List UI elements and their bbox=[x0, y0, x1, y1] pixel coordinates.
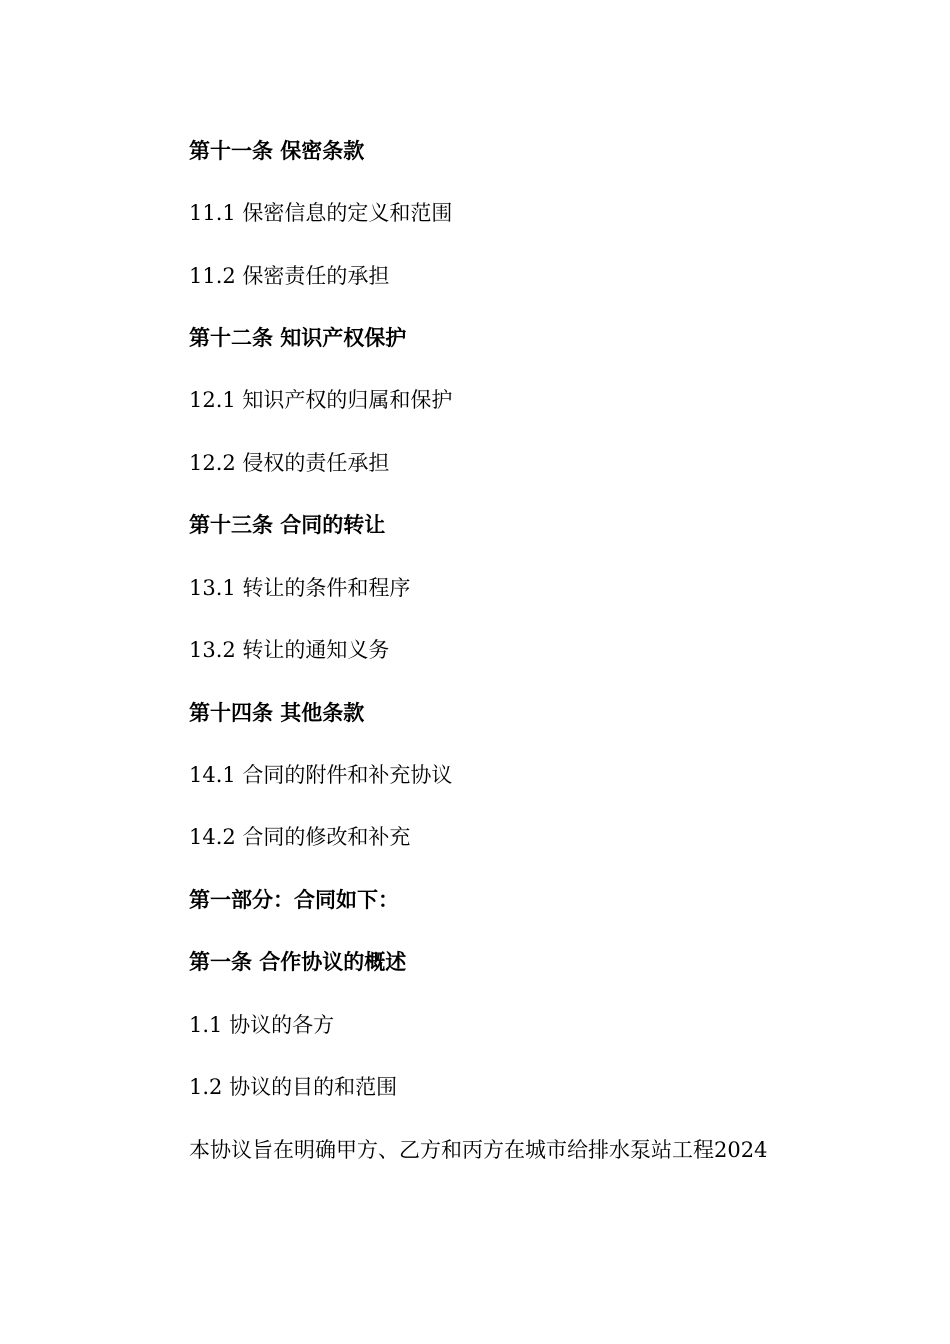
section-heading-1: 第一条 合作协议的概述 bbox=[189, 949, 407, 974]
clause-1-1: 1.1 协议的各方 bbox=[189, 1013, 335, 1037]
section-heading-14: 第十四条 其他条款 bbox=[189, 700, 365, 725]
clause-12-2: 12.2 侵权的责任承担 bbox=[189, 451, 390, 475]
clause-13-1: 13.1 转让的条件和程序 bbox=[189, 576, 411, 600]
clause-11-1: 11.1 保密信息的定义和范围 bbox=[189, 201, 453, 225]
clause-1-2: 1.2 协议的目的和范围 bbox=[189, 1075, 398, 1099]
clause-13-2: 13.2 转让的通知义务 bbox=[189, 638, 390, 662]
clause-11-2: 11.2 保密责任的承担 bbox=[189, 264, 390, 288]
clause-12-1: 12.1 知识产权的归属和保护 bbox=[189, 388, 453, 412]
body-paragraph: 本协议旨在明确甲方、乙方和丙方在城市给排水泵站工程2024 bbox=[189, 1138, 768, 1162]
section-heading-11: 第十一条 保密条款 bbox=[189, 138, 365, 163]
clause-14-1: 14.1 合同的附件和补充协议 bbox=[189, 763, 453, 787]
part-heading-1: 第一部分：合同如下： bbox=[189, 887, 399, 912]
clause-14-2: 14.2 合同的修改和补充 bbox=[189, 825, 411, 849]
section-heading-13: 第十三条 合同的转让 bbox=[189, 512, 386, 537]
section-heading-12: 第十二条 知识产权保护 bbox=[189, 325, 407, 350]
